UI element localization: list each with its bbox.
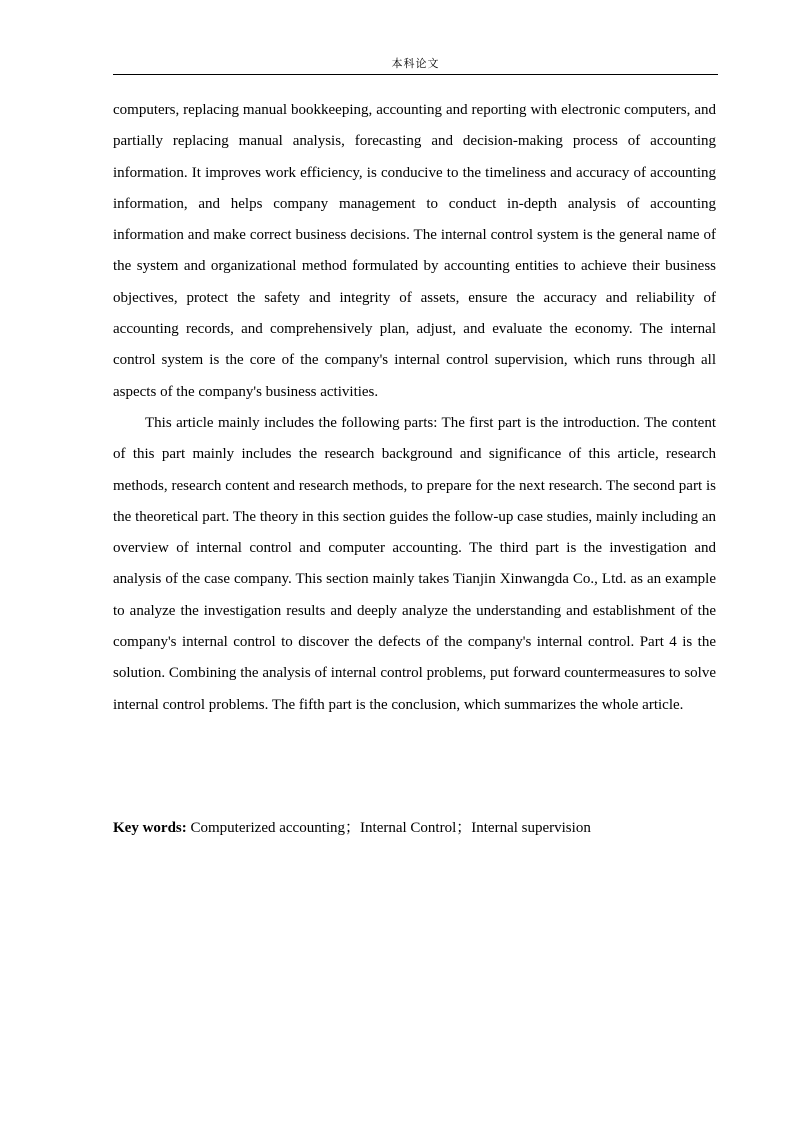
keywords-text: Computerized accounting；Internal Control；Internal supervision bbox=[186, 820, 591, 836]
body-paragraph-2: This article mainly includes the following parts: The first part is the introduction. The content of this part mainly includes the research background and significance of this article, research methods, research content and research methods, to prepare for the next research. The second part is the theoretical part. The theory in this section guides the follow-up case studies, mainly including an overview of internal control and computer accounting. The third part is the investigation and analysis of the case company. This section mainly takes Tianjin Xinwangda Co., Ltd. as an example to analyze the investigation results and deeply analyze the understanding and establishment of the company's internal control to discover the defects of the company's internal control. Part 4 is the solution. Combining the analysis of internal control problems, put forward countermeasures to solve internal control problems. The fifth part is the conclusion, which summarizes the whole article. bbox=[113, 414, 716, 713]
keywords-line bbox=[113, 816, 716, 840]
abstract-body bbox=[113, 95, 716, 721]
running-header: 本科论文 bbox=[391, 57, 440, 70]
keywords-label: Key words: bbox=[113, 820, 187, 836]
body-paragraph-1: computers, replacing manual bookkeeping, accounting and reporting with electronic computers, and partially replacing manual analysis, forecasting and decision-making process of accounting information. It improves work efficiency, is conducive to the timeliness and accuracy of accounting information, and helps company management to conduct in-depth analysis of accounting information and make correct business decisions. The internal control system is the general name of the system and organizational method formulated by accounting entities to achieve their business objectives, protect the safety and integrity of assets, ensure the accuracy and reliability of accounting records, and comprehensively plan, adjust, and evaluate the economy. The internal control system is the core of the company's internal control supervision, which runs through all aspects of the company's business activities. bbox=[113, 102, 716, 400]
header-rule bbox=[113, 74, 718, 75]
